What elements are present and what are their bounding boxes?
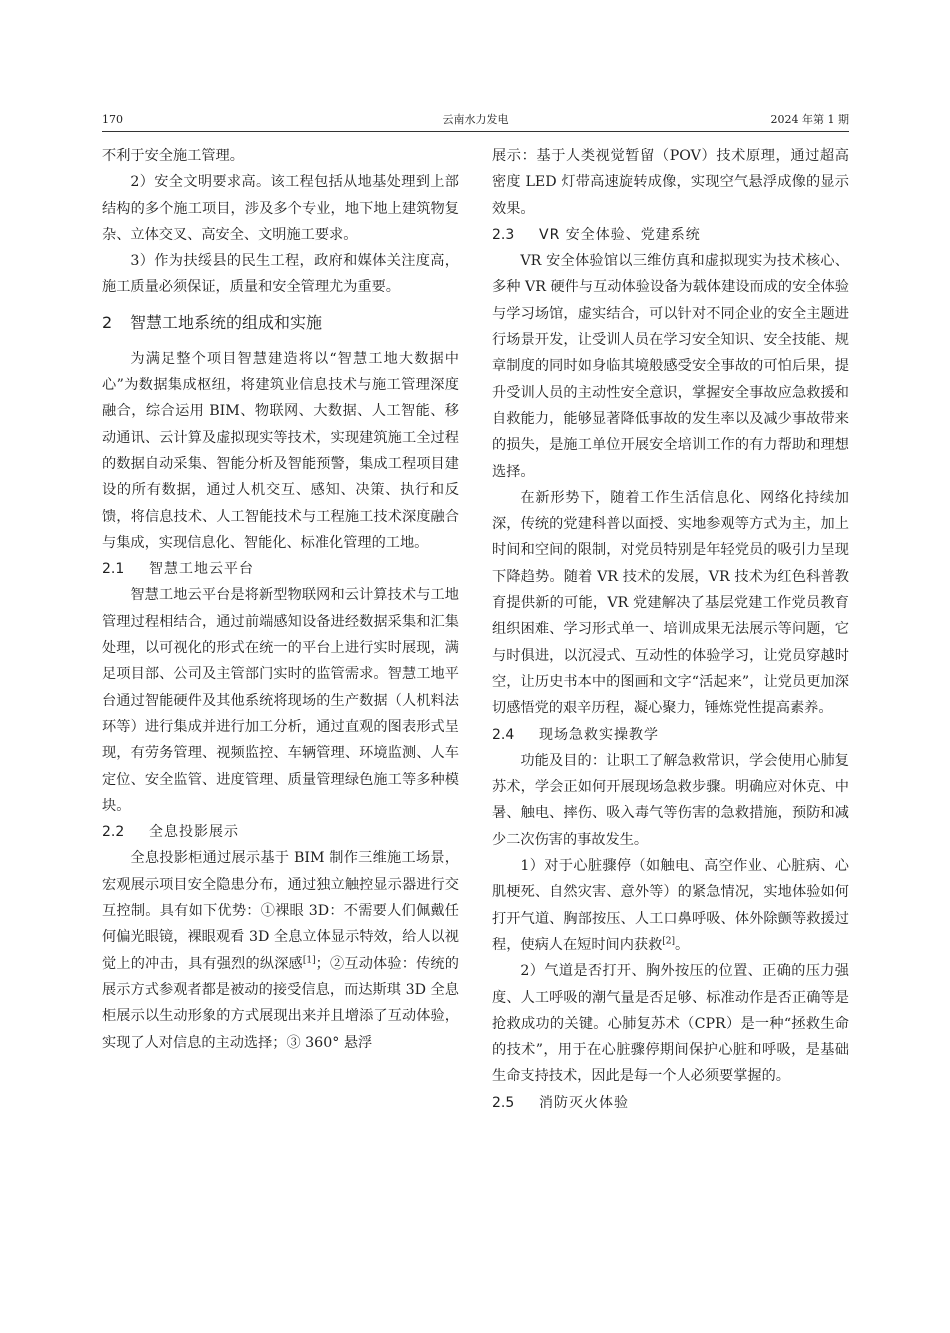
section-title: 智慧工地云平台: [149, 561, 254, 578]
section-number: 2.1: [102, 561, 125, 578]
text-run: ；②互动体验：传统的展示方式参观者都是被动的接受信息，而达斯琪 3D 全息柜展示以生动形象的方式展现出来并且增添了互动体验，实现了人对信息的主动选择；③ 360° 悬浮: [102, 955, 459, 1051]
left-column: [102, 143, 459, 1056]
text-run: 。: [675, 936, 690, 953]
paragraph: 不利于安全施工管理。: [102, 148, 244, 164]
section-heading-2-4: [492, 722, 849, 748]
paragraph: VR 安全体验馆以三维仿真和虚拟现实为技术核心、多种 VR 硬件与互动体验设备为载体建设而成的安全体验与学习场馆，虚实结合，可以针对不同企业的安全主题进行场景开发，让受训人员在学习安全知识、安全技能、规章制度的同时如身临其境般感受安全事故的可怕后果，提升受训人员的主动性安全意识，掌握安全事故应急救援和自救能力，能够显著降低事故的发生率以及减少事故带来的损失，是施工单位开展安全培训工作的有力帮助和理想选择。: [492, 253, 849, 480]
section-title: 现场急救实操教学: [539, 726, 659, 743]
right-column: [492, 143, 849, 1116]
paragraph: 在新形势下，随着工作生活信息化、网络化持续加深，传统的党建科普以面授、实地参观等方式为主，加上时间和空间的限制，对党员特别是年轻党员的吸引力呈现下降趋势。随着 VR 技术的发展，VR 技术为红色科普教育提供新的可能，VR 党建解决了基层党建工作党员教育组织困难、学习形式单一、培训成果无法展示等问题，它与时俱进，以沉浸式、互动性的体验学习，让党员穿越时空，让历史书本中的图画和文字“活起来”，让党员更加深切感悟党的艰辛历程，凝心聚力，锤炼党性提高素养。: [492, 489, 849, 717]
section-title: 消防灭火体验: [539, 1094, 629, 1111]
paragraph: 为满足整个项目智慧建造将以“智慧工地大数据中心”为数据集成枢纽，将建筑业信息技术与施工管理深度融合，综合运用 BIM、物联网、大数据、人工智能、移动通讯、云计算及虚拟现实等技术，实现建筑施工全过程的数据自动采集、智能分析及智能预警，集成工程项目建设的所有数据，通过人机交互、感知、决策、执行和反馈，将信息技术、人工智能技术与工程施工技术深度融合与集成，实现信息化、智能化、标准化管理的工地。: [102, 350, 459, 551]
citation-ref: [2]: [662, 936, 676, 947]
issue-label: 2024 年第 1 期: [770, 113, 849, 126]
paragraph: 3）作为扶绥县的民生工程，政府和媒体关注度高，施工质量必须保证，质量和安全管理尤为重要。: [102, 253, 459, 296]
section-number: 2.2: [102, 824, 125, 841]
section-number: 2.3: [492, 226, 515, 243]
section-heading-2: [102, 313, 459, 333]
section-title: 全息投影展示: [149, 824, 239, 841]
section-heading-2-2: [102, 819, 459, 845]
paragraph: 展示：基于人类视觉暂留（POV）技术原理，通过超高密度 LED 灯带高速旋转成像，实现空气悬浮成像的显示效果。: [492, 148, 849, 217]
paragraph: 2）气道是否打开、胸外按压的位置、正确的压力强度、人工呼吸的潮气量是否足够、标准动作是否正确等是抢救成功的关键。心肺复苏术（CPR）是一种“拯救生命的技术”，用于在心脏骤停期间保护心脏和呼吸，是基础生命支持技术，因此是每一个人必须要掌握的。: [492, 963, 849, 1085]
section-heading-2-3: [492, 222, 849, 248]
paragraph: 智慧工地云平台是将新型物联网和云计算技术与工地管理过程相结合，通过前端感知设备进经数据采集和汇集处理，以可视化的形式在统一的平台上进行实时展现，满足项目部、公司及主管部门实时的监管需求。智慧工地平台通过智能硬件及其他系统将现场的生产数据（人机料法环等）进行集成并进行加工分析，通过直观的图表形式呈现，有劳务管理、视频监控、车辆管理、环境监测、人车定位、安全监管、进度管理、质量管理绿色施工等多种模块。: [102, 587, 459, 814]
text-run: 全息投影柜通过展示基于 BIM 制作三维施工场景，宏观展示项目安全隐患分布，通过独立触控显示器进行交互控制。具有如下优势：①裸眼 3D：不需要人们佩戴任何偏光眼镜，裸眼观看 3D 全息立体显示特效，给人以视觉上的冲击，具有强烈的纵深感: [102, 850, 459, 972]
text-run: 1）对于心脏骤停（如触电、高空作业、心脏病、心肌梗死、自然灾害、意外等）的紧急情况，实地体验如何打开气道、胸部按压、人工口鼻呼吸、体外除颤等救援过程，使病人在短时间内获救: [492, 858, 849, 953]
paragraph: 功能及目的：让职工了解急救常识，学会使用心肺复苏术，学会正如何开展现场急救步骤。明确应对休克、中暑、触电、摔伤、吸入毒气等伤害的急救措施，预防和减少二次伤害的事故发生。: [492, 752, 849, 848]
citation-ref: [1]: [302, 954, 316, 965]
page-number: 170: [102, 113, 123, 126]
paragraph: 2）安全文明要求高。该工程包括从地基处理到上部结构的多个施工项目，涉及多个专业，地下地上建筑物复杂、立体交叉、高安全、文明施工要求。: [102, 174, 459, 243]
section-title: VR 安全体验、党建系统: [539, 226, 701, 243]
section-title: 智慧工地系统的组成和实施: [130, 312, 323, 332]
header-rule: [102, 131, 849, 132]
running-header: [102, 111, 849, 129]
section-heading-2-1: [102, 556, 459, 582]
paragraph: [492, 853, 849, 958]
paragraph: [102, 845, 459, 1055]
section-number: 2.5: [492, 1094, 515, 1111]
section-heading-2-5: [492, 1090, 849, 1116]
section-number: 2.4: [492, 726, 515, 743]
journal-title: 云南水力发电: [442, 113, 509, 126]
section-number: 2: [102, 312, 113, 332]
